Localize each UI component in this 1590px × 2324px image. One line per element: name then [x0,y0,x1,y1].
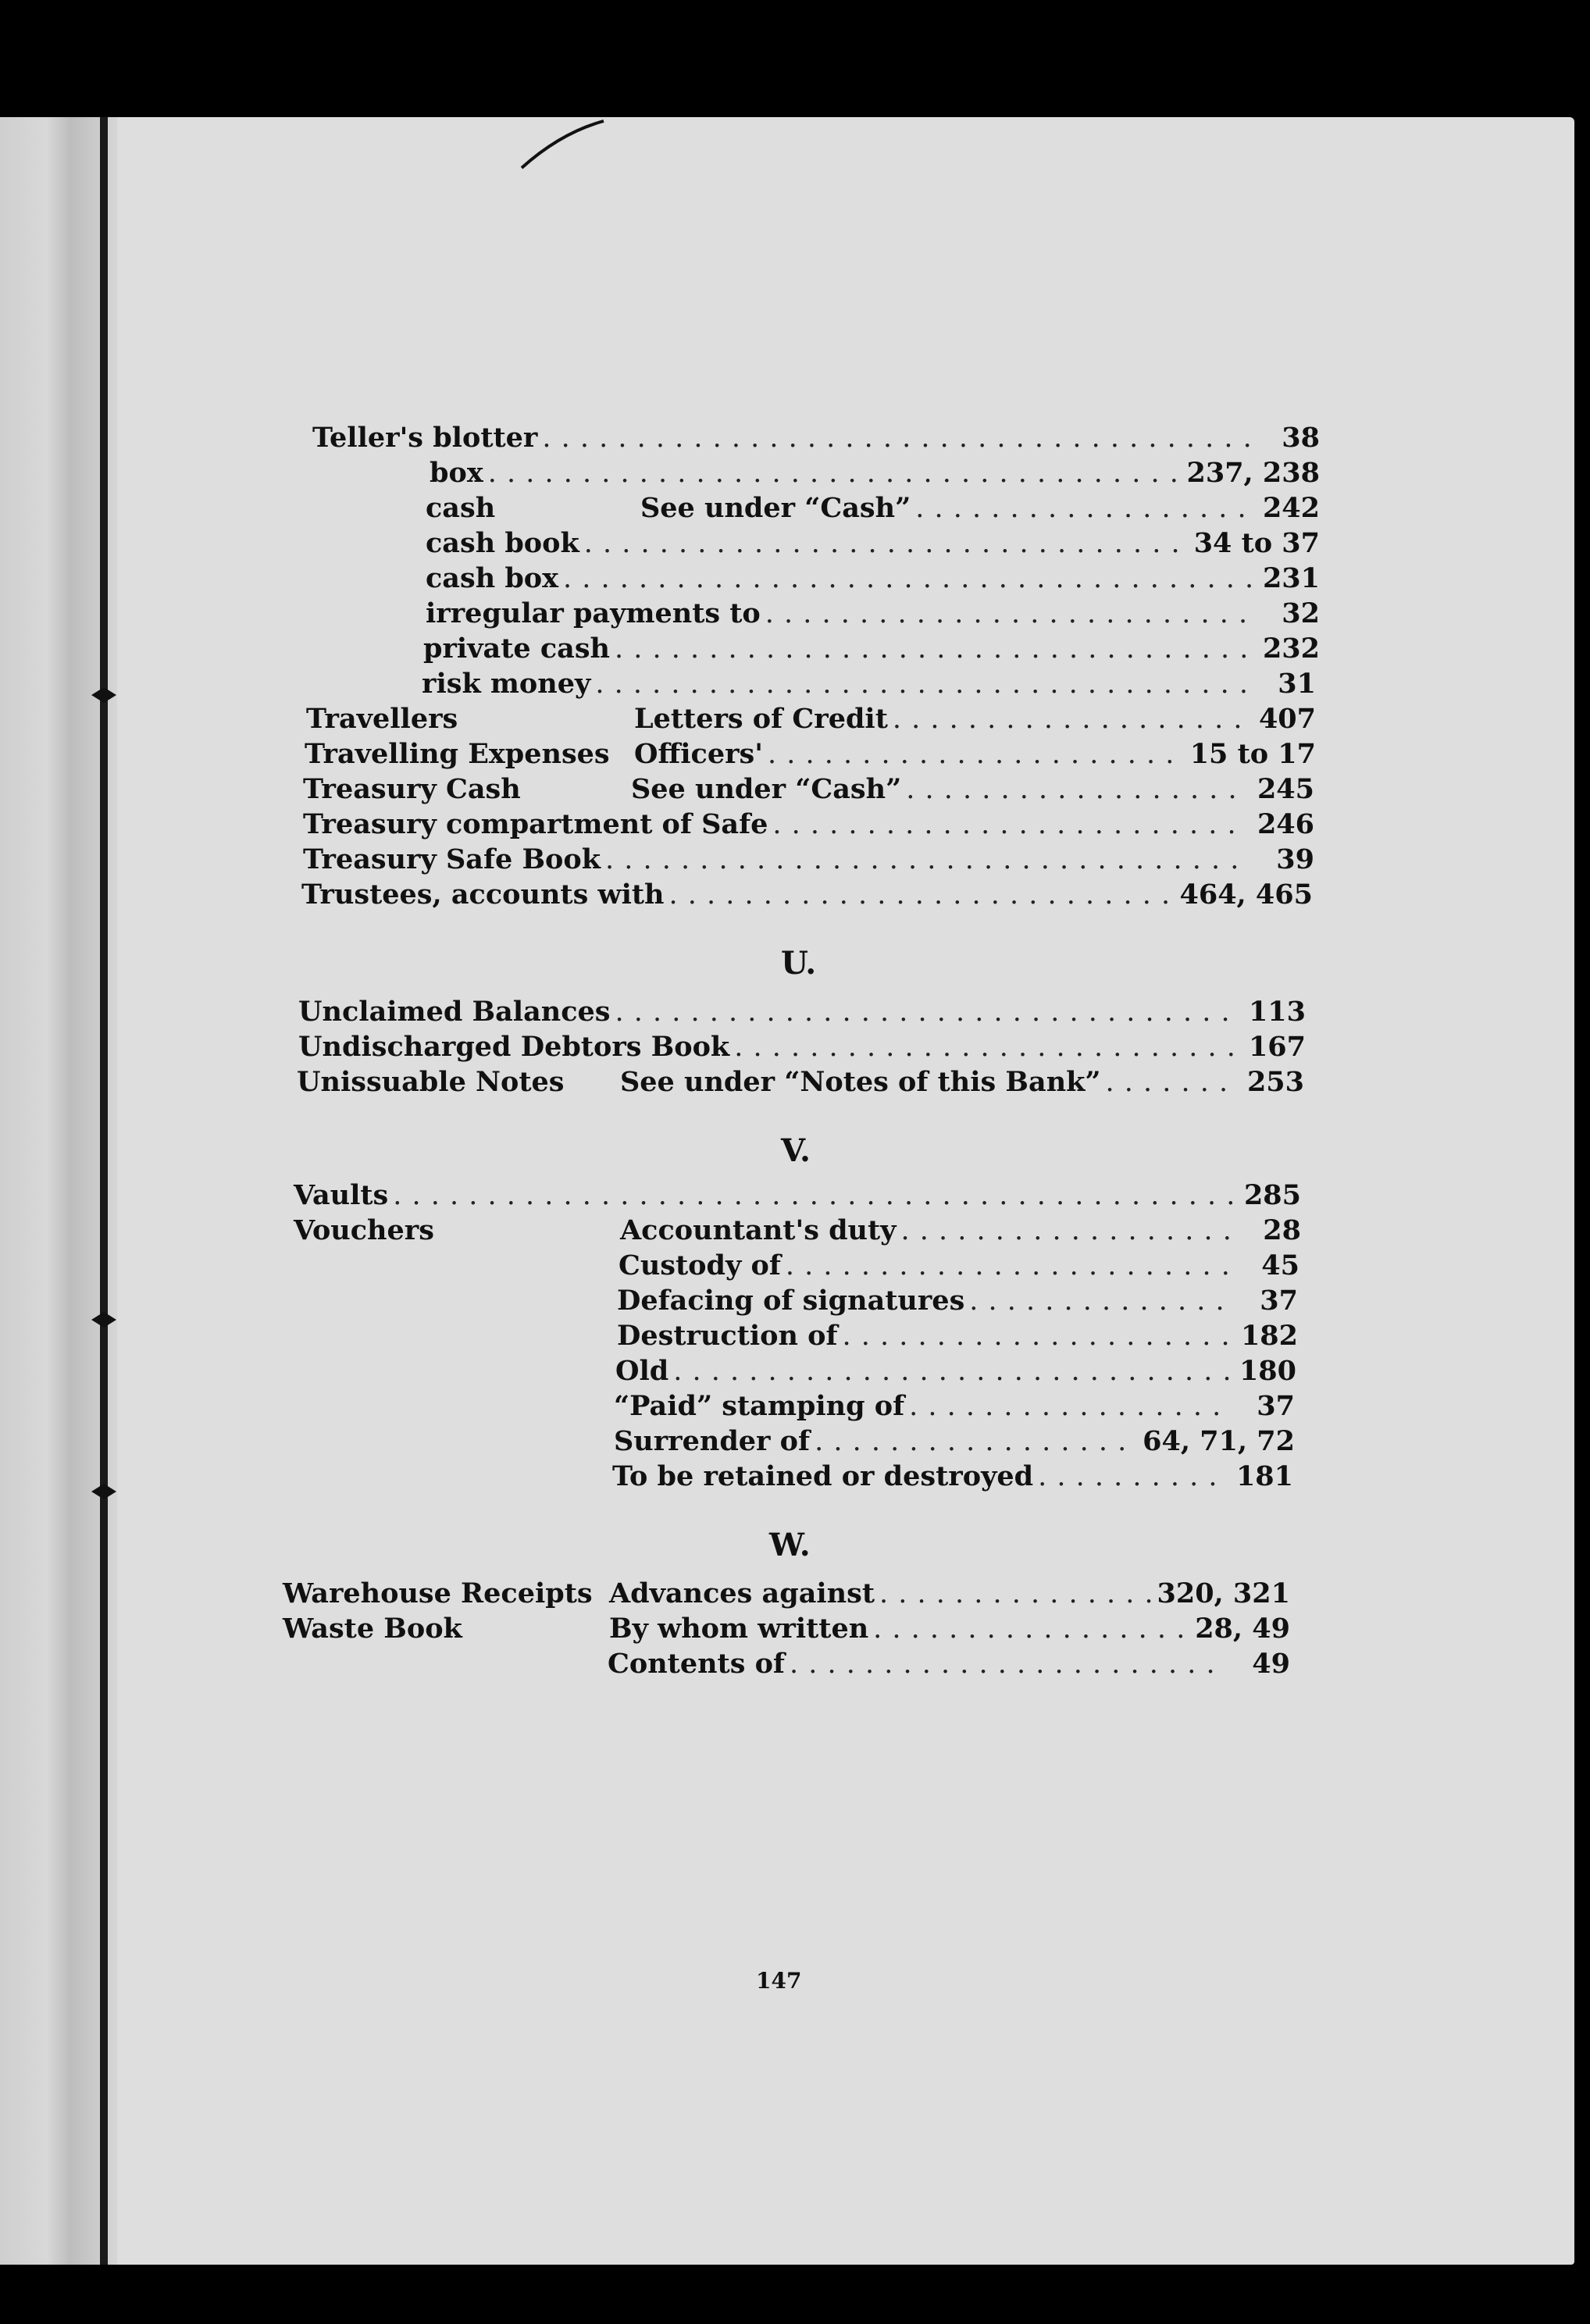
index-entry [614,1425,1295,1460]
leader-dots [563,563,1253,594]
leader-dots [768,739,1185,770]
index-term: Treasury Safe Book [303,843,601,875]
page-ref: 113 [1248,996,1306,1028]
leader-dots [786,1250,1232,1281]
leader-dots [393,1180,1234,1211]
leader-dots [488,458,1182,489]
index-term: risk money [422,668,591,700]
leader-dots [815,1426,1138,1457]
index-term: Undischarged Debtors Book [298,1031,730,1063]
index-subterm: Contents of [608,1648,785,1680]
page-ref: 181 [1235,1460,1293,1492]
index-subterm: See under “Notes of this Bank” [620,1066,1101,1098]
leader-dots [595,668,1249,700]
page-ref: 182 [1240,1320,1298,1352]
page-ref: 407 [1258,703,1316,735]
page-ref: 32 [1282,597,1320,629]
page-ref: 28 [1263,1214,1301,1246]
leader-dots [915,493,1253,524]
leader-dots [615,996,1239,1028]
index-entry [303,808,1314,843]
leader-dots [790,1649,1223,1680]
index-term: Waste Book [283,1613,462,1645]
index-subterm: See under “Cash” [640,492,911,524]
leader-dots [909,1391,1228,1422]
index-entry [283,1577,1290,1612]
index-subterm: Custody of [619,1249,781,1281]
leader-dots [765,598,1253,629]
index-entry [422,668,1316,702]
page-ref: 34 to 37 [1193,527,1320,559]
index-entry [608,1648,1290,1682]
index-term: Treasury Cash [303,773,521,805]
index-entry [294,1214,1301,1249]
page-ref: 64, 71, 72 [1143,1425,1295,1457]
index-subterm: Old [615,1355,669,1387]
index-term: Treasury compartment of Safe [303,808,768,840]
index-entry [617,1285,1298,1319]
index-term: private cash [423,633,610,665]
page-ref: 285 [1243,1179,1301,1211]
leader-dots [901,1215,1234,1246]
index-entry [294,1179,1301,1214]
index-entry [283,1613,1290,1647]
leader-dots [772,809,1247,840]
page-ref: 232 [1262,633,1320,665]
page-ref: 246 [1257,808,1314,840]
index-term: Unissuable Notes [297,1066,565,1098]
leader-dots [843,1321,1231,1352]
leader-dots [615,633,1253,665]
leader-dots [669,879,1175,911]
index-term: Travellers [306,703,458,735]
index-entry [306,703,1316,737]
leader-dots [906,774,1247,805]
index-entry [303,773,1314,807]
index-term: Warehouse Receipts [283,1577,593,1609]
section-heading-w: W. [769,1527,811,1563]
index-subterm: Letters of Credit [634,703,888,735]
index-entry [612,1460,1293,1495]
index-entry [426,492,1320,526]
index-term: Vouchers [294,1214,434,1246]
index-entry [301,879,1313,913]
index-entry [423,633,1320,667]
index-term: Teller's blotter [312,422,538,454]
leader-dots [969,1285,1231,1317]
index-entry [614,1390,1295,1424]
index-entry [298,1031,1306,1065]
page-ref: 167 [1248,1031,1306,1063]
section-heading-u: U. [781,945,817,982]
index-term: Trustees, accounts with [301,879,665,911]
index-term: cash book [426,527,579,559]
page-ref: 231 [1262,562,1320,594]
page-number: 147 [756,1968,802,1994]
index-subterm: Accountant's duty [620,1214,897,1246]
index-term: irregular payments to [426,597,761,629]
page-ref: 320, 321 [1157,1577,1290,1609]
page-ref: 28, 49 [1195,1613,1290,1645]
page-ref: 38 [1282,422,1320,454]
leader-dots [584,528,1189,559]
leader-dots [879,1578,1152,1609]
index-entry [297,1066,1304,1100]
index-subterm: Advances against [609,1577,875,1609]
index-term: cash [426,492,496,524]
index-subterm: Officers' [634,738,763,770]
page-ref: 237, 238 [1186,457,1320,489]
page-ref: 45 [1261,1249,1299,1281]
page-ref: 15 to 17 [1189,738,1316,770]
index-entry [312,422,1320,456]
index-subterm: Surrender of [614,1425,811,1457]
index-subterm: “Paid” stamping of [614,1390,905,1422]
section-heading-v: V. [781,1132,811,1169]
index-entry [426,597,1320,632]
leader-dots [542,422,1253,454]
index-entry [305,738,1316,772]
page-ref: 253 [1246,1066,1304,1098]
index-entry [430,457,1320,491]
leader-dots [873,1613,1190,1645]
index-subterm: Destruction of [617,1320,838,1352]
leader-dots [1106,1067,1237,1098]
page-ref: 37 [1260,1285,1298,1317]
index-subterm: By whom written [609,1613,869,1645]
page-ref: 180 [1239,1355,1296,1387]
index-entry [298,996,1306,1030]
leader-dots [605,844,1247,875]
index-term: Unclaimed Balances [298,996,611,1028]
index-term: Travelling Expenses [305,738,610,770]
leader-dots [673,1356,1229,1387]
index-entry [426,527,1320,561]
page-ref: 37 [1257,1390,1295,1422]
index-term: Vaults [294,1179,389,1211]
page-ref: 464, 465 [1179,879,1313,911]
index-entry [615,1355,1296,1389]
index-term: box [430,457,483,489]
index-entry [303,843,1314,878]
index-entry [617,1320,1298,1354]
index-subterm: See under “Cash” [631,773,902,805]
page-ref: 242 [1262,492,1320,524]
index-subterm: To be retained or destroyed [612,1460,1034,1492]
index-entry [426,562,1320,597]
page-ref: 49 [1252,1648,1290,1680]
leader-dots [734,1032,1239,1063]
leader-dots [893,704,1249,735]
page-ref: 31 [1278,668,1316,700]
index-term: cash box [426,562,559,594]
page-ref: 245 [1257,773,1314,805]
index-entry [619,1249,1299,1284]
index-subterm: Defacing of signatures [617,1285,965,1317]
leader-dots [1038,1461,1226,1492]
page-ref: 39 [1276,843,1314,875]
